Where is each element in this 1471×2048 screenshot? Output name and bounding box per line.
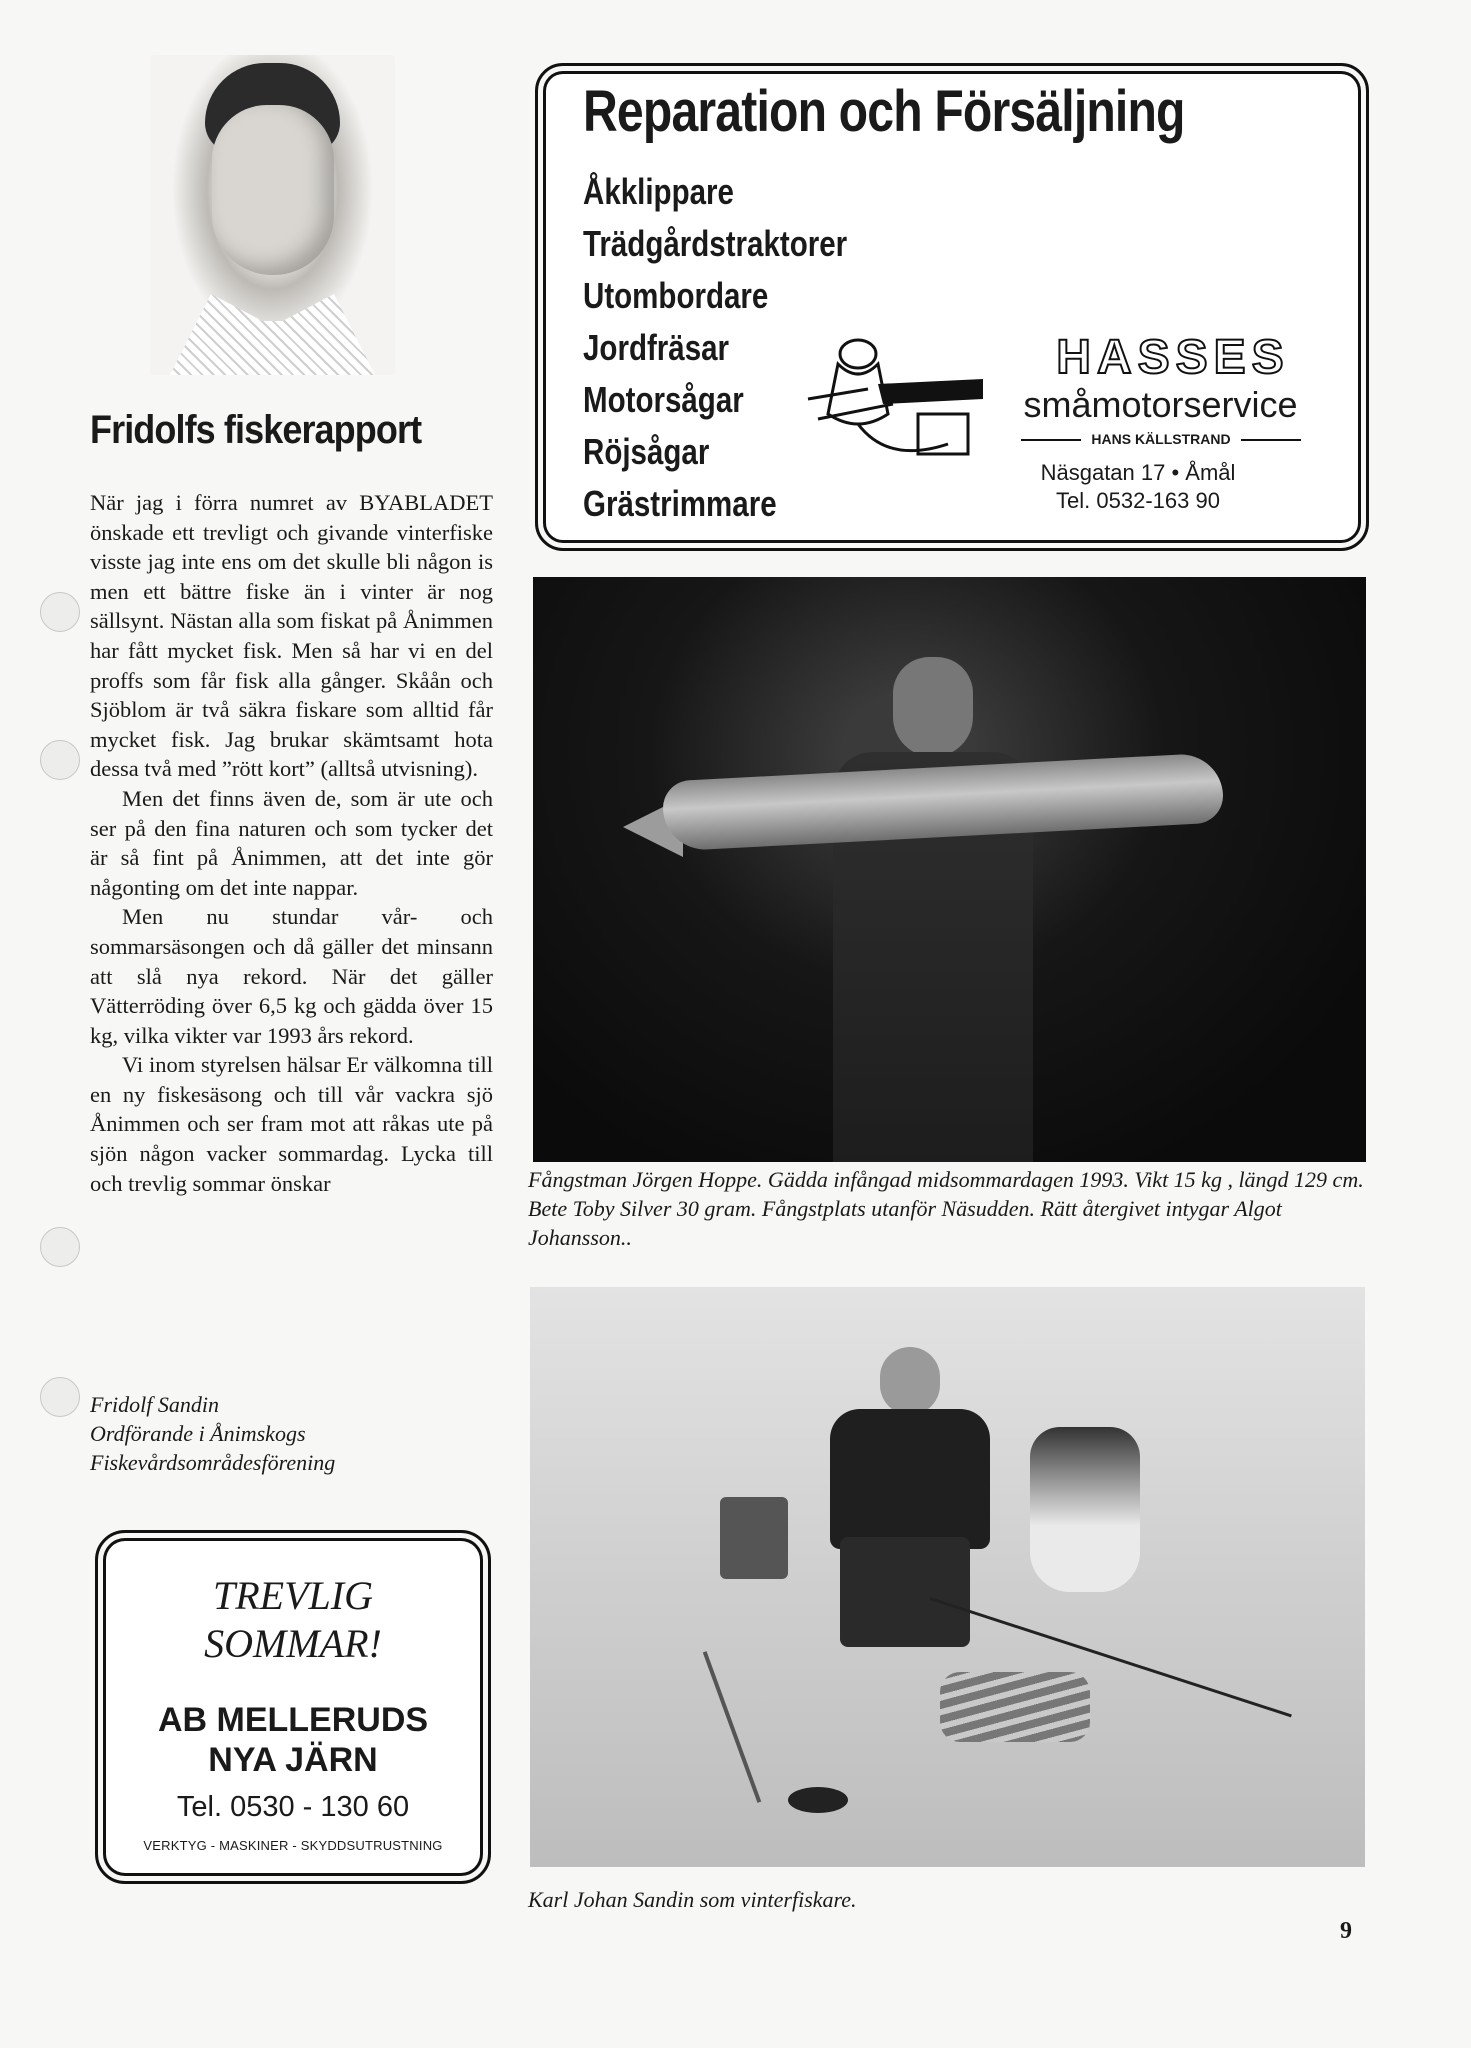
ad-product-item: Röjsågar: [583, 431, 710, 472]
ad-company-line2: NYA JÄRN: [208, 1741, 378, 1779]
article-body: [90, 488, 493, 1198]
ice-fisherman-figure: [830, 1347, 990, 1607]
ad-product-item: Motorsågar: [583, 379, 744, 420]
ad-phone: Tel. 0530 - 130 60: [176, 1791, 410, 1823]
melleruds-advertisement: [95, 1530, 491, 1884]
ice-photo-caption: Karl Johan Sandin som vinterfiskare.: [528, 1887, 857, 1912]
ad-products: VERKTYG - MASKINER - SKYDDSUTRUSTNING: [143, 1838, 443, 1853]
ice-fishing-photo: [530, 1287, 1365, 1867]
hasses-advertisement: [535, 63, 1369, 551]
ad-owner: HANS KÄLLSTRAND: [996, 431, 1326, 447]
bucket: [720, 1497, 788, 1579]
signature-role: Ordförande i Ånimskogs: [90, 1421, 306, 1446]
article-signature: [90, 1390, 493, 1477]
ice-fisherman-head: [880, 1347, 940, 1415]
ad-product-item: Utombordare: [583, 275, 769, 316]
portrait-face: [212, 105, 334, 275]
ad-product-item: Trädgårdstraktorer: [583, 223, 848, 264]
page-number: 9: [1340, 1918, 1352, 1944]
signature-org: Fiskevårdsområdesförening: [90, 1450, 336, 1475]
fisherman-figure: [833, 657, 1033, 1162]
binder-hole: [40, 740, 80, 780]
sack: [1030, 1427, 1140, 1592]
signature-name: Fridolf Sandin: [90, 1392, 219, 1417]
fisherman-head: [893, 657, 973, 757]
ad-product-item: Åkklippare: [583, 171, 734, 212]
ad-service: småmotorservice: [1023, 384, 1298, 425]
ad-greeting-line2: SOMMAR!: [204, 1621, 382, 1666]
pike-photo-caption: Fångstman Jörgen Hoppe. Gädda infångad midsommardagen 1993. Vikt 15 kg , längd 129 cm. Bete Toby Silver 30 gram. Fångstplats utanför Näsudden. Rätt återgivet intygar Algot Johansson..: [528, 1167, 1364, 1250]
ice-hole: [788, 1787, 848, 1813]
article-paragraph: När jag i förra numret av BYABLADET önskade ett trevligt och givande vinterfiske visste jag inte ens om det skulle bli någon is men ett bättre fiske än i vinter är nog sällsynt. Nästan alla som fiskat på Ånimmen har fått mycket fisk. Men så har vi en del proffs som får fisk alla gånger. Skåån och Sjöblom är två säkra fiskare som alltid får mycket fisk. Jag brukar skämtsamt hota dessa två med ”rött kort” (alltså utvisning).: [90, 490, 493, 782]
pike-fish: [662, 752, 1225, 851]
ice-fisherman-body: [830, 1409, 990, 1549]
lumberjack-logo-icon: [798, 324, 988, 474]
portrait-collar: [170, 285, 375, 375]
binder-hole: [40, 592, 80, 632]
ad-title: Reparation och Försäljning: [583, 79, 1185, 144]
ice-crack: [703, 1651, 761, 1803]
article-paragraph: Men det finns även de, som är ute och ser på den fina naturen och som tycker det är så fint på Ånimmen, att det inte gör någonting om det inte nappar.: [90, 785, 493, 900]
binder-hole: [40, 1227, 80, 1267]
ad-company-line1: AB MELLERUDS: [157, 1701, 429, 1739]
article-paragraph: Men nu stundar vår- och sommarsäsongen och då gäller det minsann att slå nya rekord. När det gäller Vätterröding över 6,5 kg och gädda över 15 kg, vilka vikter var 1993 års rekord.: [90, 904, 493, 1048]
author-portrait-photo: [150, 55, 395, 375]
ad-product-item: Grästrimmare: [583, 483, 777, 524]
article-paragraph: Vi inom styrelsen hälsar Er välkomna till en ny fiskesäsong och till vår vackra sjö Ånimmen och ser fram mot att råkas ute på sjön någon vacker sommardag. Lycka till och trevlig sommar önskar: [90, 1052, 493, 1196]
ad-product-item: Jordfräsar: [583, 327, 730, 368]
pike-catch-photo: [533, 577, 1366, 1162]
ad-phone: Tel. 0532-163 90: [1056, 488, 1220, 513]
ice-fisherman-legs: [840, 1537, 970, 1647]
ad-brand: HASSES: [1056, 331, 1290, 384]
ad-address: Näsgatan 17 • Åmål: [1040, 460, 1236, 485]
caught-fish-pile: [940, 1672, 1090, 1742]
article-heading: Fridolfs fiskerapport: [90, 408, 422, 452]
ad-greeting-line1: TREVLIG: [213, 1573, 373, 1618]
binder-hole: [40, 1377, 80, 1417]
